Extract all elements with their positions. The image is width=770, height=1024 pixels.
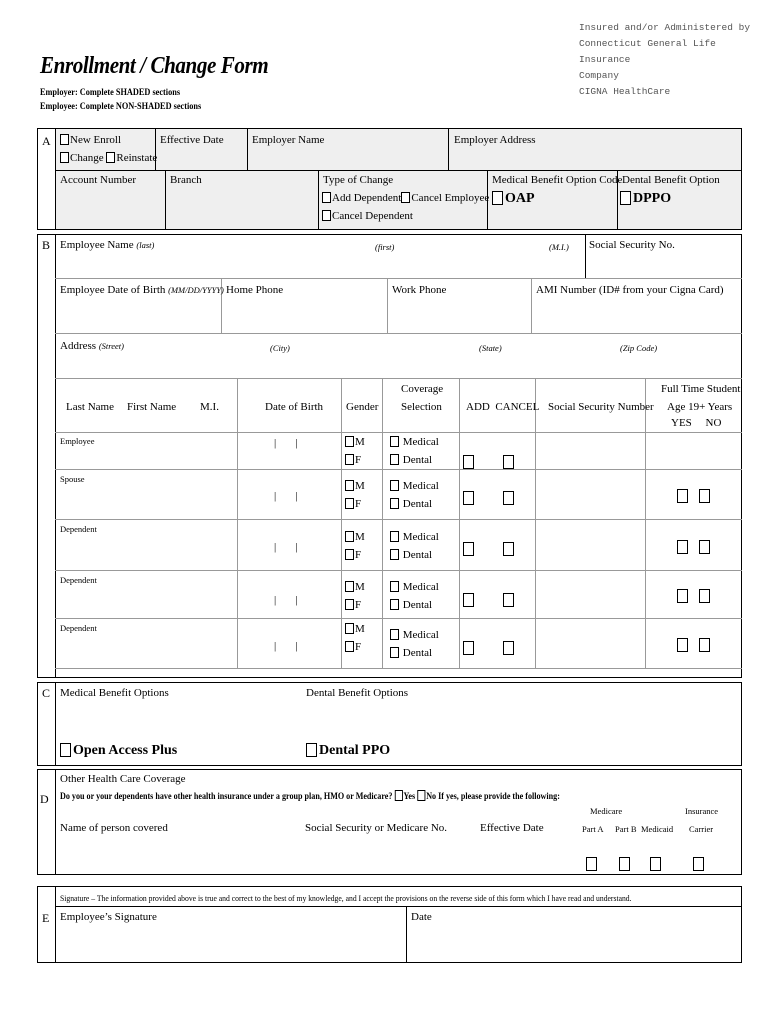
checkbox-icon	[345, 581, 354, 592]
checkbox-icon[interactable]	[492, 191, 503, 205]
checkbox-icon	[345, 498, 354, 509]
state-hint: (State)	[479, 343, 502, 353]
col-ssn: Social Security Number	[548, 401, 654, 413]
coverage-medical[interactable]: Medical	[390, 531, 439, 544]
part-a-checkbox[interactable]	[586, 855, 599, 873]
checkbox-icon	[390, 531, 399, 542]
mi-hint: (M.I.)	[549, 242, 569, 252]
checkbox-icon[interactable]	[60, 134, 69, 145]
checkbox-icon	[699, 540, 710, 554]
address-label: Address (Street)	[60, 340, 124, 352]
checkbox-icon	[463, 491, 474, 505]
checkbox-icon	[677, 489, 688, 503]
checkbox-icon[interactable]	[106, 152, 115, 163]
dental-ppo-option[interactable]: Dental PPO	[306, 743, 390, 759]
cancel-checkbox[interactable]	[503, 540, 516, 558]
checkbox-icon	[699, 638, 710, 652]
checkbox-icon	[306, 743, 317, 757]
admin-line: Company	[579, 70, 619, 81]
coverage-dental[interactable]: Dental	[390, 498, 432, 511]
first-name-hint: (first)	[375, 242, 395, 252]
home-phone-label: Home Phone	[226, 284, 284, 296]
coverage-dental[interactable]: Dental	[390, 549, 432, 562]
dob-separators: | |	[274, 437, 298, 449]
checkbox-icon	[390, 629, 399, 640]
checkbox-icon[interactable]	[60, 152, 69, 163]
col-dob: Date of Birth	[265, 401, 324, 413]
cancel-checkbox[interactable]	[503, 639, 516, 657]
cancel-dependent-option[interactable]: Cancel Dependent	[322, 210, 413, 223]
checkbox-icon	[390, 549, 399, 560]
gender-m[interactable]: M	[345, 623, 365, 636]
dob-separators: | |	[274, 541, 298, 553]
checkbox-icon	[390, 581, 399, 592]
checkbox-icon	[345, 454, 354, 465]
work-phone-label: Work Phone	[392, 284, 447, 296]
part-a-label: Part A	[582, 824, 604, 834]
coverage-medical[interactable]: Medical	[390, 629, 439, 642]
checkbox-icon	[345, 480, 354, 491]
section-letter: C	[42, 686, 51, 700]
checkbox-icon[interactable]	[417, 790, 425, 801]
add-cancel-employee-options[interactable]: Add Dependent Cancel Employee	[322, 192, 489, 205]
checkbox-icon	[390, 454, 399, 465]
row-label-dependent: Dependent	[60, 623, 97, 633]
city-hint: (City)	[270, 343, 290, 353]
col-last-name: Last Name	[66, 401, 114, 413]
employee-signature-label: Employee’s Signature	[60, 911, 157, 923]
gender-m[interactable]: M	[345, 480, 365, 493]
student-no-checkbox[interactable]	[699, 538, 712, 556]
form-title: Enrollment / Change Form	[40, 53, 269, 79]
checkbox-icon	[463, 593, 474, 607]
checkbox-icon	[390, 647, 399, 658]
other-insurance-question: Do you or your dependents have other health insurance under a group plan, HMO or Medicare? Yes No If yes, please provide the following:	[60, 791, 560, 801]
gender-f[interactable]: F	[345, 549, 361, 562]
dental-options-label: Dental Benefit Options	[306, 687, 409, 699]
checkbox-icon	[390, 436, 399, 447]
checkbox-icon	[345, 436, 354, 447]
col-gender: Gender	[346, 401, 379, 413]
checkbox-icon[interactable]	[620, 191, 631, 205]
add-checkbox[interactable]	[463, 540, 476, 558]
student-no-checkbox[interactable]	[699, 587, 712, 605]
col-mi: M.I.	[200, 401, 219, 413]
section-letter: D	[40, 792, 49, 806]
checkbox-icon	[345, 531, 354, 542]
medicaid-label: Medicaid	[641, 824, 674, 834]
admin-line: Insured and/or Administered by	[579, 22, 751, 33]
add-checkbox[interactable]	[463, 639, 476, 657]
employer-name-label: Employer Name	[252, 134, 325, 146]
student-yes-checkbox[interactable]	[677, 587, 690, 605]
admin-line: CIGNA HealthCare	[579, 86, 671, 97]
gender-f[interactable]: F	[345, 599, 361, 612]
new-enroll-option[interactable]: New Enroll	[60, 134, 121, 147]
checkbox-icon	[699, 489, 710, 503]
checkbox-icon	[345, 549, 354, 560]
cancel-checkbox[interactable]	[503, 591, 516, 609]
branch-label: Branch	[170, 174, 202, 186]
student-yes-checkbox[interactable]	[677, 538, 690, 556]
change-reinstate-options[interactable]: Change Reinstate	[60, 152, 157, 165]
other-coverage-label: Other Health Care Coverage	[60, 773, 186, 785]
checkbox-icon	[463, 641, 474, 655]
employer-address-label: Employer Address	[454, 134, 536, 146]
date-label: Date	[411, 911, 432, 923]
carrier-label: Carrier	[689, 824, 714, 834]
row-label-dependent: Dependent	[60, 524, 97, 534]
col-first-name: First Name	[127, 401, 177, 413]
add-checkbox[interactable]	[463, 591, 476, 609]
add-checkbox[interactable]	[463, 489, 476, 507]
checkbox-icon	[463, 455, 474, 469]
student-yes-checkbox[interactable]	[677, 636, 690, 654]
medical-option-code-label: Medical Benefit Option Code	[492, 174, 623, 186]
section-letter: B	[42, 238, 51, 252]
carrier-checkbox[interactable]	[693, 855, 706, 873]
coverage-medical[interactable]: Medical	[390, 581, 439, 594]
medicare-label: Medicare	[590, 806, 623, 816]
checkbox-icon	[586, 857, 597, 871]
checkbox-icon	[390, 498, 399, 509]
gender-m[interactable]: M	[345, 531, 365, 544]
gender-f[interactable]: F	[345, 498, 361, 511]
coverage-dental[interactable]: Dental	[390, 647, 432, 660]
checkbox-icon	[650, 857, 661, 871]
coverage-medical[interactable]: Medical	[390, 480, 439, 493]
col-selection: Selection	[401, 401, 442, 413]
checkbox-icon	[503, 491, 514, 505]
admin-line: Connecticut General Life Insurance	[579, 38, 716, 65]
signature-certification: Signature – The information provided above is true and correct to the best of my knowledge, and I accept the provisions on the reverse side of this form which I have read and understand.	[60, 893, 632, 903]
col-add-cancel: ADD CANCEL	[466, 401, 540, 413]
checkbox-icon[interactable]	[394, 790, 402, 801]
cancel-checkbox[interactable]	[503, 489, 516, 507]
coverage-dental[interactable]: Dental	[390, 454, 432, 467]
checkbox-icon	[390, 599, 399, 610]
dob-separators: | |	[274, 490, 298, 502]
part-b-checkbox[interactable]	[619, 855, 632, 873]
checkbox-icon	[677, 540, 688, 554]
ami-number-label: AMI Number (ID# from your Cigna Card)	[536, 284, 724, 296]
ssn-label: Social Security No.	[589, 239, 675, 251]
open-access-plus-option[interactable]: Open Access Plus	[60, 743, 177, 759]
coverage-dental[interactable]: Dental	[390, 599, 432, 612]
effective-date-label: Effective Date	[160, 134, 224, 146]
employer-instruction: Employer: Complete SHADED sections	[40, 87, 181, 97]
checkbox-icon[interactable]	[322, 210, 331, 221]
coverage-medical[interactable]: Medical	[390, 436, 439, 449]
student-yes-checkbox[interactable]	[677, 487, 690, 505]
student-no-checkbox[interactable]	[699, 636, 712, 654]
cancel-checkbox[interactable]	[503, 453, 516, 471]
row-label-dependent: Dependent	[60, 575, 97, 585]
oap-option[interactable]: OAP	[492, 191, 535, 207]
section-letter: E	[42, 911, 50, 925]
dob-label: Employee Date of Birth (MM/DD/YYYY)	[60, 284, 224, 296]
gender-f[interactable]: F	[345, 641, 361, 654]
dob-separators: | |	[274, 640, 298, 652]
ssn-medicare-label: Social Security or Medicare No.	[305, 822, 448, 834]
checkbox-icon	[503, 542, 514, 556]
part-b-label: Part B	[615, 824, 637, 834]
col-coverage: Coverage	[401, 383, 444, 395]
dppo-option[interactable]: DPPO	[620, 191, 671, 207]
checkbox-icon	[677, 589, 688, 603]
person-covered-label: Name of person covered	[60, 822, 168, 834]
checkbox-icon[interactable]	[401, 192, 410, 203]
checkbox-icon	[503, 641, 514, 655]
checkbox-icon	[345, 641, 354, 652]
checkbox-icon	[619, 857, 630, 871]
checkbox-icon	[693, 857, 704, 871]
checkbox-icon	[345, 623, 354, 634]
checkbox-icon[interactable]	[322, 192, 331, 203]
add-checkbox[interactable]	[463, 453, 476, 471]
col-age: Age 19+ Years	[667, 401, 733, 413]
insurance-label: Insurance	[685, 806, 719, 816]
dob-separators: | |	[274, 594, 298, 606]
checkbox-icon	[677, 638, 688, 652]
administrator-block	[579, 20, 770, 100]
gender-m[interactable]: M	[345, 436, 365, 449]
checkbox-icon	[463, 542, 474, 556]
checkbox-icon	[60, 743, 71, 757]
col-full-time-student: Full Time Student	[661, 383, 741, 395]
row-label-employee: Employee	[60, 436, 95, 446]
section-letter: A	[42, 134, 51, 148]
checkbox-icon	[503, 455, 514, 469]
col-yes-no: YES NO	[671, 417, 722, 429]
student-no-checkbox[interactable]	[699, 487, 712, 505]
gender-m[interactable]: M	[345, 581, 365, 594]
checkbox-icon	[345, 599, 354, 610]
zip-hint: (Zip Code)	[620, 343, 658, 353]
employee-name-label: Employee Name (last)	[60, 239, 155, 251]
account-number-label: Account Number	[60, 174, 137, 186]
checkbox-icon	[503, 593, 514, 607]
effective-date-label: Effective Date	[480, 822, 544, 834]
dental-option-label: Dental Benefit Option	[622, 174, 720, 186]
checkbox-icon	[390, 480, 399, 491]
checkbox-icon	[699, 589, 710, 603]
employee-instruction: Employee: Complete NON-SHADED sections	[40, 101, 202, 111]
gender-f[interactable]: F	[345, 454, 361, 467]
row-label-spouse: Spouse	[60, 474, 85, 484]
medicaid-checkbox[interactable]	[650, 855, 663, 873]
type-of-change-label: Type of Change	[323, 174, 394, 186]
medical-options-label: Medical Benefit Options	[60, 687, 169, 699]
